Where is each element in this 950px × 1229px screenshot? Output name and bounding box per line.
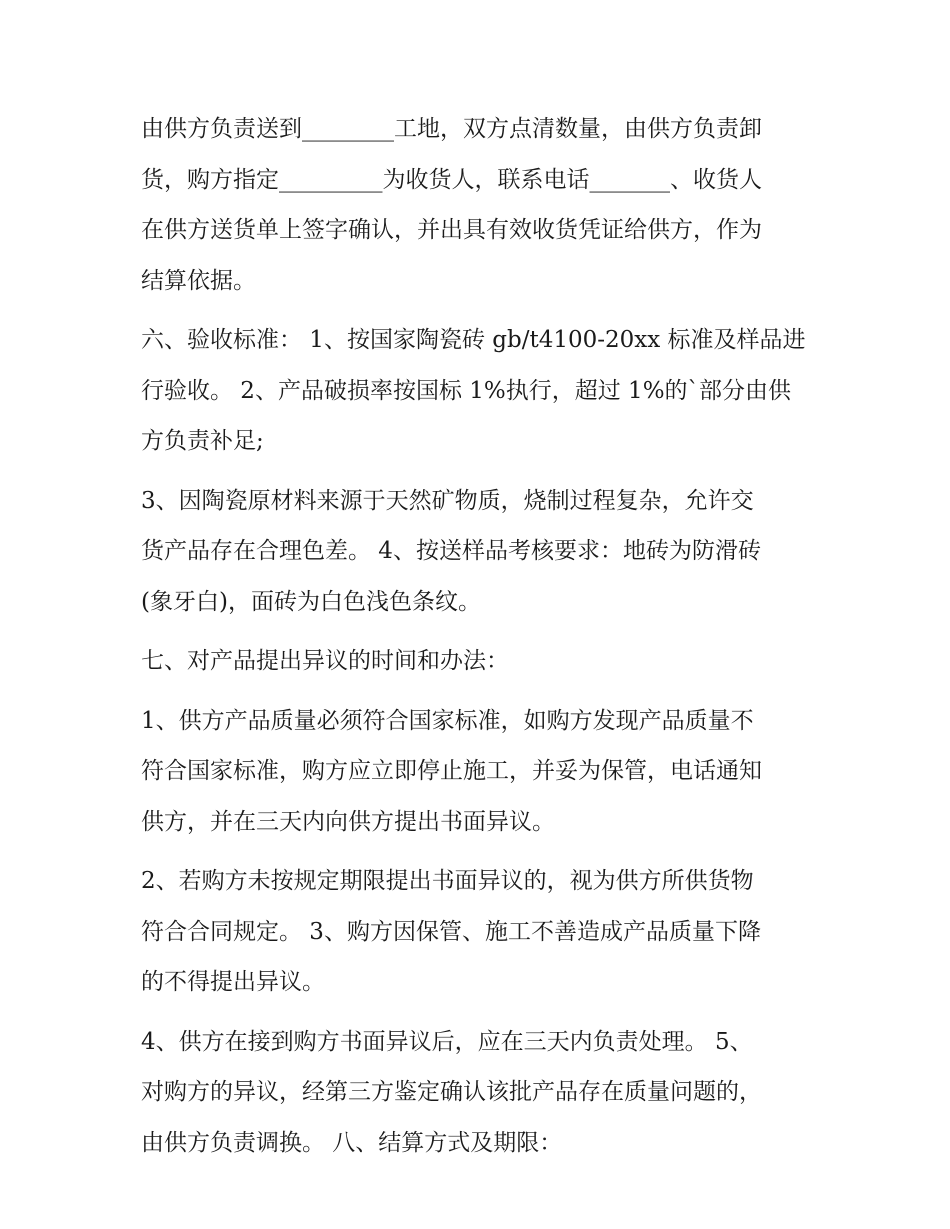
text-line: 货产品存在合理色差。 4、按送样品考核要求：地砖为防滑砖	[141, 538, 761, 564]
text-line: 七、对产品提出异议的时间和办法：	[141, 648, 509, 674]
text-line: 结算依据。	[141, 267, 256, 294]
text-line: 在供方送货单上签字确认，并出具有效收货凭证给供方，作为	[141, 217, 762, 243]
section-heading-objections	[141, 636, 821, 687]
paragraph-objection-4	[141, 1017, 821, 1169]
text-line: 4、供方在接到购方书面异议后，应在三天内负责处理。 5、	[141, 1028, 753, 1055]
text-line: 符合合同规定。 3、购方因保管、施工不善造成产品质量下降	[141, 918, 761, 945]
paragraph-color-difference	[141, 476, 821, 628]
paragraph-objection-2	[141, 856, 821, 1008]
text-line: (象牙白)，面砖为白色浅色条纹。	[141, 588, 481, 615]
document-body	[141, 104, 821, 1177]
paragraph-delivery	[141, 104, 821, 306]
text-line: 2、若购方未按规定期限提出书面异议的，视为供方所供货物	[141, 868, 754, 894]
text-line: 供方，并在三天内向供方提出书面异议。	[141, 808, 555, 835]
text-line: 3、因陶瓷原材料来源于天然矿物质，烧制过程复杂，允许交	[141, 487, 754, 514]
text-line: 对购方的异议，经第三方鉴定确认该批产品存在质量问题的，	[141, 1079, 762, 1105]
text-line: 行验收。 2、产品破损率按国标 1%执行，超过 1%的`部分由供	[141, 377, 792, 404]
text-line: 由供方负责调换。 八、结算方式及期限：	[141, 1129, 563, 1156]
text-line: 由供方负责送到________工地，双方点清数量，由供方负责卸	[141, 116, 762, 142]
text-line: 的不得提出异议。	[141, 969, 325, 995]
paragraph-objection-1	[141, 696, 821, 848]
text-line: 1、供方产品质量必须符合国家标准，如购方发现产品质量不	[141, 707, 754, 734]
text-line: 货，购方指定_________为收货人，联系电话_______、收货人	[141, 166, 762, 193]
paragraph-acceptance-standard	[141, 315, 821, 467]
text-line: 方负责补足;	[141, 428, 264, 454]
text-line: 符合国家标准，购方应立即停止施工，并妥为保管，电话通知	[141, 758, 762, 784]
text-line: 六、验收标准： 1、按国家陶瓷砖 gb/t4100-20xx 标准及样品进	[141, 327, 806, 353]
